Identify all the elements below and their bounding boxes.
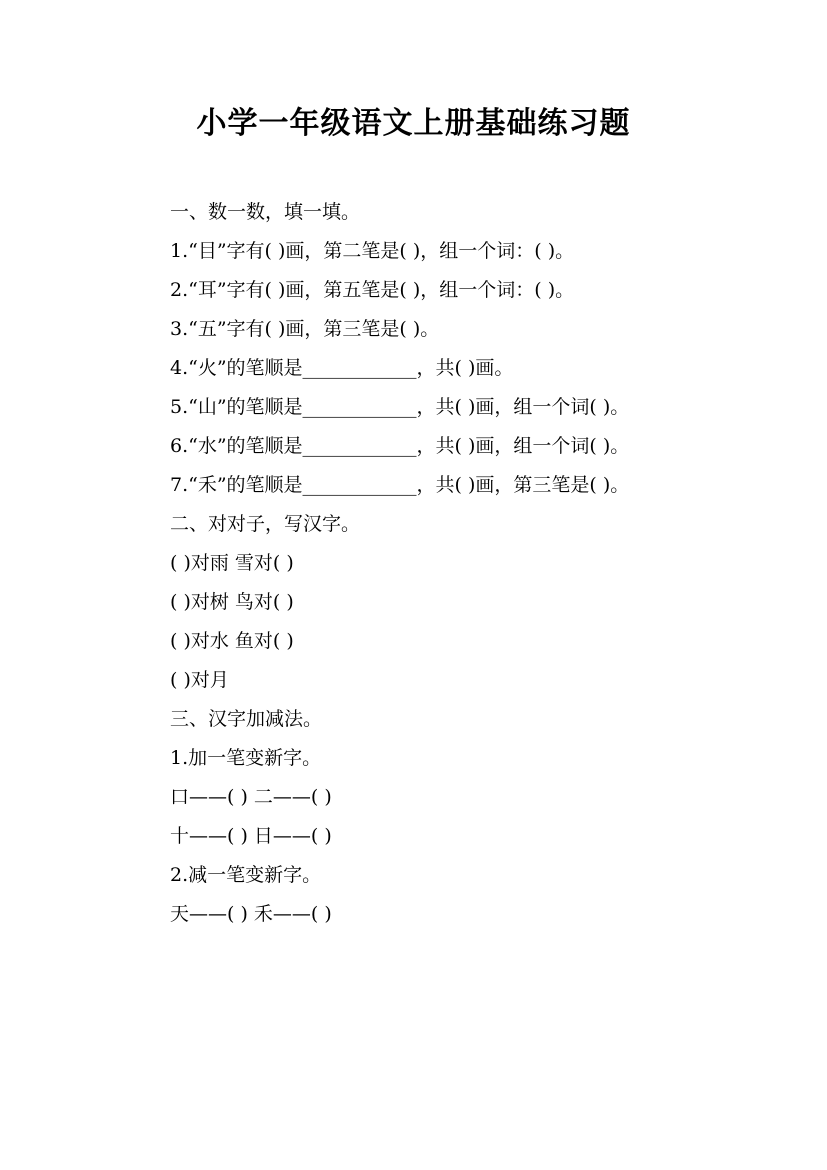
pair-line-4: ( )对月 [170, 669, 229, 691]
page-title: 小学一年级语文上册基础练习题 [196, 106, 631, 141]
add-stroke-line-1: 口——( ) 二——( ) [170, 786, 332, 808]
add-stroke-heading: 1.加一笔变新字。 [170, 747, 322, 769]
question-6: 6.“水”的笔顺是____________，共( )画，组一个词( )。 [170, 435, 630, 457]
section-3-heading: 三、汉字加减法。 [170, 708, 323, 730]
question-4: 4.“火”的笔顺是____________，共( )画。 [170, 357, 514, 379]
exercise-content [128, 193, 702, 934]
question-1: 1.“目”字有( )画，第二笔是( )，组一个词：( )。 [170, 240, 575, 262]
question-3: 3.“五”字有( )画，第三笔是( )。 [170, 318, 440, 340]
remove-stroke-line-1: 天——( ) 禾——( ) [170, 903, 332, 925]
pair-line-3: ( )对水 鱼对( ) [170, 630, 294, 652]
section-2-heading: 二、对对子，写汉字。 [170, 513, 361, 535]
question-5: 5.“山”的笔顺是____________，共( )画，组一个词( )。 [170, 396, 630, 418]
add-stroke-line-2: 十——( ) 日——( ) [170, 825, 332, 847]
question-7: 7.“禾”的笔顺是____________，共( )画，第三笔是( )。 [170, 474, 630, 496]
pair-line-2: ( )对树 鸟对( ) [170, 591, 294, 613]
remove-stroke-heading: 2.减一笔变新字。 [170, 864, 322, 886]
pair-line-1: ( )对雨 雪对( ) [170, 552, 294, 574]
question-2: 2.“耳”字有( )画，第五笔是( )，组一个词：( )。 [170, 279, 575, 301]
section-1-heading: 一、数一数，填一填。 [170, 201, 361, 223]
